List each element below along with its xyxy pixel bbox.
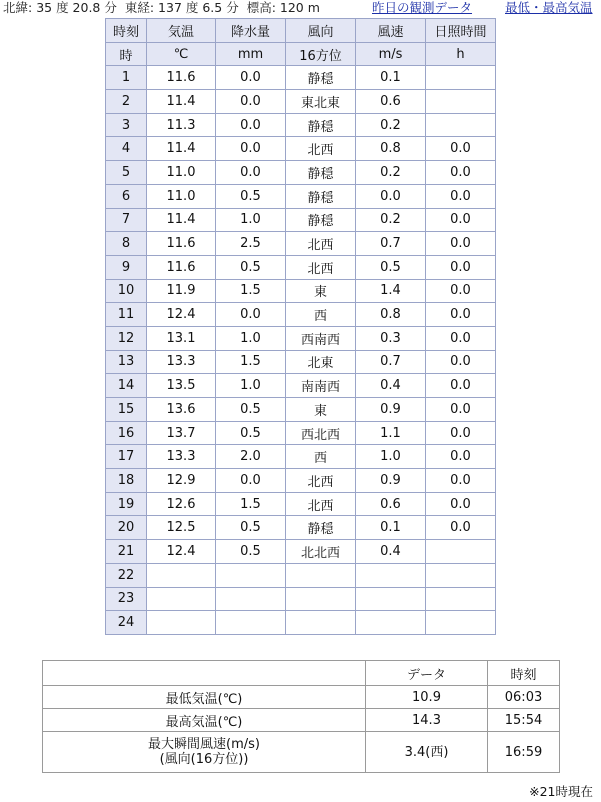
summary-header-time: 時刻	[488, 661, 560, 686]
cell-wind-speed: 0.9	[356, 398, 426, 422]
cell-wind-speed: 0.7	[356, 350, 426, 374]
cell-sunshine	[426, 563, 496, 587]
cell-temperature: 12.4	[147, 540, 216, 564]
cell-wind-direction	[286, 611, 356, 635]
summary-value: 3.4(西)	[366, 732, 488, 773]
cell-hour: 8	[106, 232, 147, 256]
cell-wind-speed	[356, 611, 426, 635]
cell-wind-direction: 西南西	[286, 326, 356, 350]
cell-sunshine: 0.0	[426, 350, 496, 374]
table-row	[106, 421, 496, 445]
cell-wind-direction: 静穏	[286, 516, 356, 540]
cell-wind-speed: 0.1	[356, 516, 426, 540]
table-row	[106, 516, 496, 540]
cell-precipitation: 0.0	[216, 113, 286, 137]
cell-sunshine	[426, 587, 496, 611]
summary-time: 16:59	[488, 732, 560, 773]
cell-sunshine: 0.0	[426, 398, 496, 422]
cell-hour: 11	[106, 303, 147, 327]
cell-precipitation: 1.0	[216, 208, 286, 232]
cell-wind-direction: 北西	[286, 492, 356, 516]
cell-wind-direction: 北西	[286, 137, 356, 161]
cell-wind-speed: 0.4	[356, 374, 426, 398]
cell-temperature: 13.3	[147, 445, 216, 469]
cell-wind-direction: 北東	[286, 350, 356, 374]
cell-wind-direction: 北西	[286, 255, 356, 279]
cell-hour: 9	[106, 255, 147, 279]
cell-hour: 4	[106, 137, 147, 161]
cell-precipitation: 0.5	[216, 516, 286, 540]
cell-wind-direction: 北北西	[286, 540, 356, 564]
cell-hour: 15	[106, 398, 147, 422]
table-row	[106, 469, 496, 493]
unit-time: 時	[106, 42, 147, 66]
summary-time: 06:03	[488, 686, 560, 709]
cell-wind-speed: 0.6	[356, 90, 426, 114]
cell-wind-speed	[356, 563, 426, 587]
cell-temperature: 11.4	[147, 208, 216, 232]
cell-wind-speed: 0.2	[356, 113, 426, 137]
cell-precipitation: 0.5	[216, 421, 286, 445]
cell-hour: 13	[106, 350, 147, 374]
cell-precipitation: 0.0	[216, 469, 286, 493]
cell-precipitation: 1.5	[216, 492, 286, 516]
cell-wind-direction: 西	[286, 445, 356, 469]
cell-wind-speed: 0.1	[356, 66, 426, 90]
cell-hour: 14	[106, 374, 147, 398]
cell-precipitation	[216, 611, 286, 635]
cell-precipitation: 0.0	[216, 161, 286, 185]
cell-wind-speed	[356, 587, 426, 611]
cell-temperature: 11.6	[147, 66, 216, 90]
cell-temperature: 12.9	[147, 469, 216, 493]
cell-precipitation: 0.5	[216, 540, 286, 564]
cell-precipitation: 2.0	[216, 445, 286, 469]
cell-hour: 12	[106, 326, 147, 350]
cell-precipitation: 0.0	[216, 66, 286, 90]
cell-precipitation: 0.5	[216, 255, 286, 279]
cell-wind-speed: 0.6	[356, 492, 426, 516]
cell-wind-speed: 0.7	[356, 232, 426, 256]
cell-temperature	[147, 587, 216, 611]
cell-temperature: 11.6	[147, 232, 216, 256]
cell-wind-speed: 0.8	[356, 137, 426, 161]
cell-sunshine: 0.0	[426, 492, 496, 516]
cell-sunshine: 0.0	[426, 326, 496, 350]
cell-temperature: 11.3	[147, 113, 216, 137]
elevation: 標高: 120 m	[246, 0, 320, 15]
cell-wind-speed: 1.4	[356, 279, 426, 303]
summary-value: 10.9	[366, 686, 488, 709]
cell-hour: 24	[106, 611, 147, 635]
table-row	[106, 374, 496, 398]
cell-sunshine: 0.0	[426, 445, 496, 469]
cell-temperature: 12.6	[147, 492, 216, 516]
table-row	[106, 563, 496, 587]
cell-precipitation: 0.0	[216, 303, 286, 327]
summary-header-data: データ	[366, 661, 488, 686]
cell-sunshine	[426, 66, 496, 90]
summary-label: 最低気温(℃)	[43, 686, 366, 709]
cell-wind-direction: 東北東	[286, 90, 356, 114]
unit-precipitation: mm	[216, 42, 286, 66]
cell-wind-speed: 0.3	[356, 326, 426, 350]
table-row	[106, 445, 496, 469]
cell-temperature: 12.4	[147, 303, 216, 327]
table-row	[106, 611, 496, 635]
cell-wind-direction: 静穏	[286, 184, 356, 208]
summary-row-min-temp	[43, 686, 560, 709]
cell-wind-speed: 0.4	[356, 540, 426, 564]
cell-sunshine	[426, 611, 496, 635]
cell-hour: 19	[106, 492, 147, 516]
as-of-note: ※21時現在	[529, 784, 593, 799]
cell-sunshine: 0.0	[426, 161, 496, 185]
table-row	[106, 66, 496, 90]
header-time: 時刻	[106, 19, 147, 43]
cell-sunshine: 0.0	[426, 137, 496, 161]
cell-sunshine: 0.0	[426, 232, 496, 256]
unit-wind-direction: 16方位	[286, 42, 356, 66]
cell-hour: 16	[106, 421, 147, 445]
table-row	[106, 255, 496, 279]
cell-hour: 17	[106, 445, 147, 469]
cell-sunshine: 0.0	[426, 255, 496, 279]
cell-hour: 21	[106, 540, 147, 564]
cell-precipitation: 0.5	[216, 398, 286, 422]
cell-temperature: 12.5	[147, 516, 216, 540]
cell-hour: 3	[106, 113, 147, 137]
unit-sunshine: h	[426, 42, 496, 66]
table-row	[106, 208, 496, 232]
cell-hour: 20	[106, 516, 147, 540]
cell-sunshine: 0.0	[426, 516, 496, 540]
cell-sunshine: 0.0	[426, 279, 496, 303]
cell-sunshine: 0.0	[426, 421, 496, 445]
cell-hour: 7	[106, 208, 147, 232]
cell-wind-speed: 0.0	[356, 184, 426, 208]
cell-hour: 10	[106, 279, 147, 303]
cell-temperature	[147, 611, 216, 635]
cell-wind-direction: 北西	[286, 469, 356, 493]
summary-label: 最大瞬間風速(m/s) (風向(16方位))	[43, 732, 366, 773]
summary-header-row	[43, 661, 560, 686]
cell-precipitation: 0.0	[216, 137, 286, 161]
cell-wind-speed: 0.5	[356, 255, 426, 279]
cell-temperature: 11.6	[147, 255, 216, 279]
min-max-temp-link[interactable]: 最低・最高気温	[505, 0, 593, 15]
cell-temperature	[147, 563, 216, 587]
cell-hour: 22	[106, 563, 147, 587]
table-row	[106, 303, 496, 327]
header-row	[106, 19, 496, 43]
cell-temperature: 11.9	[147, 279, 216, 303]
cell-precipitation: 1.5	[216, 350, 286, 374]
table-row	[106, 90, 496, 114]
cell-temperature: 11.4	[147, 137, 216, 161]
summary-label: 最高気温(℃)	[43, 709, 366, 732]
summary-value: 14.3	[366, 709, 488, 732]
table-row	[106, 113, 496, 137]
unit-row	[106, 42, 496, 66]
cell-precipitation: 1.0	[216, 326, 286, 350]
cell-wind-direction: 西	[286, 303, 356, 327]
cell-wind-direction: 静穏	[286, 208, 356, 232]
summary-row-max-temp	[43, 709, 560, 732]
cell-hour: 5	[106, 161, 147, 185]
cell-wind-direction: 南南西	[286, 374, 356, 398]
cell-wind-direction: 西北西	[286, 421, 356, 445]
table-row	[106, 326, 496, 350]
yesterday-data-link[interactable]: 昨日の観測データ	[372, 0, 473, 15]
cell-wind-direction: 静穏	[286, 113, 356, 137]
cell-hour: 23	[106, 587, 147, 611]
header-temperature: 気温	[147, 19, 216, 43]
unit-temperature: ℃	[147, 42, 216, 66]
table-row	[106, 184, 496, 208]
cell-sunshine: 0.0	[426, 208, 496, 232]
cell-wind-direction: 北西	[286, 232, 356, 256]
location-info	[3, 0, 320, 16]
cell-wind-speed: 0.2	[356, 161, 426, 185]
hourly-observation-table	[105, 18, 496, 635]
header-wind-direction: 風向	[286, 19, 356, 43]
cell-temperature: 13.3	[147, 350, 216, 374]
cell-sunshine	[426, 540, 496, 564]
cell-precipitation: 0.0	[216, 90, 286, 114]
cell-precipitation: 0.5	[216, 184, 286, 208]
table-row	[106, 350, 496, 374]
table-row	[106, 398, 496, 422]
cell-wind-direction: 東	[286, 279, 356, 303]
cell-wind-direction	[286, 563, 356, 587]
cell-temperature: 11.4	[147, 90, 216, 114]
header-wind-speed: 風速	[356, 19, 426, 43]
daily-summary-table	[42, 660, 560, 773]
cell-wind-speed: 1.1	[356, 421, 426, 445]
cell-sunshine: 0.0	[426, 303, 496, 327]
cell-wind-speed: 0.2	[356, 208, 426, 232]
cell-temperature: 13.7	[147, 421, 216, 445]
cell-hour: 18	[106, 469, 147, 493]
unit-wind-speed: m/s	[356, 42, 426, 66]
cell-temperature: 13.5	[147, 374, 216, 398]
cell-wind-direction: 静穏	[286, 161, 356, 185]
cell-wind-direction	[286, 587, 356, 611]
cell-sunshine	[426, 113, 496, 137]
table-row	[106, 540, 496, 564]
cell-temperature: 11.0	[147, 184, 216, 208]
cell-sunshine: 0.0	[426, 184, 496, 208]
summary-header-blank	[43, 661, 366, 686]
header-precipitation: 降水量	[216, 19, 286, 43]
cell-precipitation	[216, 563, 286, 587]
cell-precipitation: 1.0	[216, 374, 286, 398]
cell-sunshine: 0.0	[426, 374, 496, 398]
cell-wind-speed: 1.0	[356, 445, 426, 469]
table-row	[106, 492, 496, 516]
table-row	[106, 161, 496, 185]
cell-temperature: 13.1	[147, 326, 216, 350]
cell-precipitation	[216, 587, 286, 611]
summary-row-max-gust	[43, 732, 560, 773]
header-sunshine: 日照時間	[426, 19, 496, 43]
table-row	[106, 279, 496, 303]
cell-hour: 1	[106, 66, 147, 90]
cell-temperature: 13.6	[147, 398, 216, 422]
cell-wind-direction: 東	[286, 398, 356, 422]
cell-sunshine: 0.0	[426, 469, 496, 493]
summary-time: 15:54	[488, 709, 560, 732]
cell-sunshine	[426, 90, 496, 114]
table-row	[106, 587, 496, 611]
longitude: 東経: 137 度 6.5 分	[124, 0, 239, 15]
cell-wind-speed: 0.9	[356, 469, 426, 493]
cell-temperature: 11.0	[147, 161, 216, 185]
cell-wind-direction: 静穏	[286, 66, 356, 90]
table-row	[106, 232, 496, 256]
cell-precipitation: 1.5	[216, 279, 286, 303]
cell-hour: 6	[106, 184, 147, 208]
latitude: 北緯: 35 度 20.8 分	[3, 0, 117, 15]
cell-hour: 2	[106, 90, 147, 114]
table-row	[106, 137, 496, 161]
cell-precipitation: 2.5	[216, 232, 286, 256]
cell-wind-speed: 0.8	[356, 303, 426, 327]
